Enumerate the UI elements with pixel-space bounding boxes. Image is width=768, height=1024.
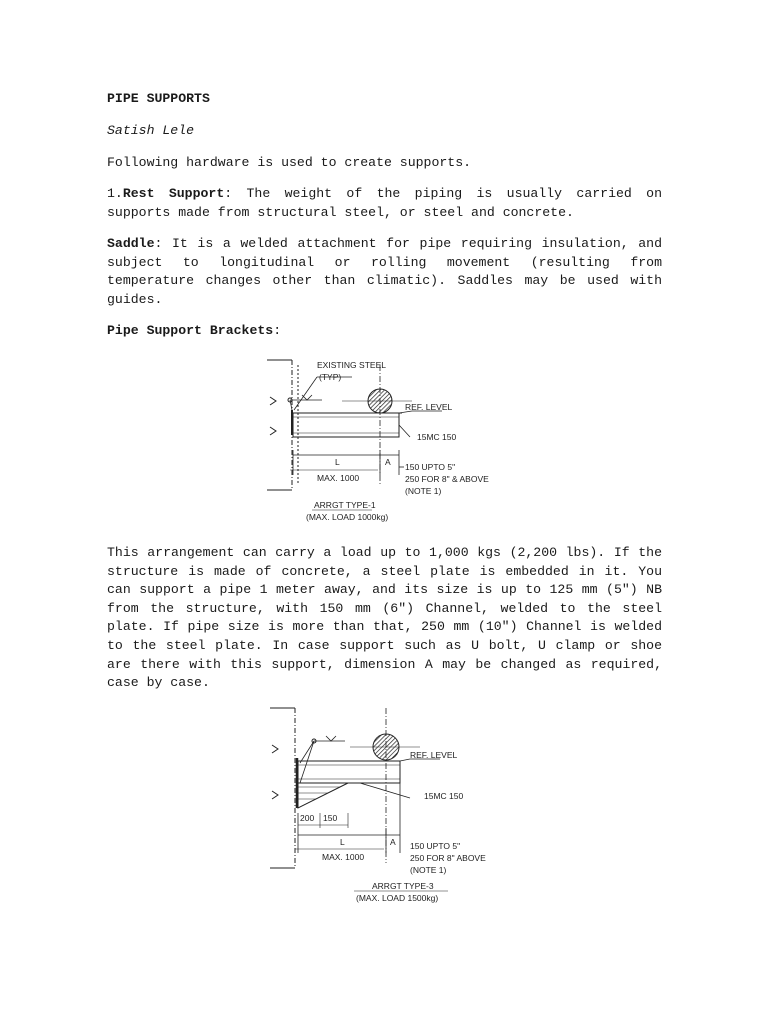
label-note-2: (NOTE 1) [410, 865, 447, 875]
intro-paragraph: Following hardware is used to create supports. [107, 155, 472, 170]
bracket-drawing-type-1 [262, 355, 512, 525]
label-note: (NOTE 1) [405, 486, 442, 496]
rest-support-paragraph [107, 185, 662, 222]
label-dim-a-2: A [390, 837, 396, 847]
label-arrgt: ARRGT TYPE-1 [314, 500, 376, 510]
label-dim-a: A [385, 457, 391, 467]
label-channel-2: 15MC 150 [424, 791, 464, 801]
label-dim-l-2: L [340, 837, 345, 847]
label-size-2: 250 FOR 8" & ABOVE [405, 474, 489, 484]
label-existing-steel: EXISTING STEEL [317, 360, 386, 370]
label-dim-150: 150 [323, 813, 338, 823]
rest-support-text: : The weight of the piping is usually carried on supports made from structural steel, or steel and concrete. [107, 186, 662, 220]
saddle-paragraph [107, 235, 662, 309]
bracket-drawing-type-3 [260, 703, 510, 908]
label-size-1: 150 UPTO 5" [405, 462, 456, 472]
label-arrgt-2: ARRGT TYPE-3 [372, 881, 434, 891]
document-title: PIPE SUPPORTS [107, 91, 210, 106]
label-max: MAX. 1000 [317, 473, 360, 483]
arrangement-paragraph: This arrangement can carry a load up to 1,000 kgs (2,200 lbs). If the structure is made of concrete, a steel plate is embedded in it. You can support a pipe 1 meter away, and its size is up to 125 mm (5") NB from the structure, with 150 mm (6") Channel, welded to the steel plate. If pipe size is more than that, 250 mm (10") Channel is welded to the steel plate. In case support such as U bolt, U clamp or shoe are there with this support, dimension A may be changed as required, case by case. [107, 545, 662, 691]
saddle-text: : It is a welded attachment for pipe requiring insulation, and subject to longitudinal or rolling movement (resulting from temperature changes other than climatic). Saddles may be used with guides. [107, 236, 662, 307]
saddle-term: Saddle [107, 236, 155, 251]
label-ref-level-2: REF. LEVEL [410, 750, 458, 760]
label-size-1-2: 150 UPTO 5" [410, 841, 461, 851]
label-dim-200: 200 [300, 813, 315, 823]
brackets-heading-term: Pipe Support Brackets [107, 323, 274, 338]
label-max-2: MAX. 1000 [322, 852, 365, 862]
brackets-heading [107, 322, 662, 341]
label-channel: 15MC 150 [417, 432, 457, 442]
label-load-2: (MAX. LOAD 1500kg) [356, 893, 439, 903]
label-ref-level: REF. LEVEL [405, 402, 453, 412]
label-load: (MAX. LOAD 1000kg) [306, 512, 389, 522]
label-dim-l: L [335, 457, 340, 467]
rest-support-term: Rest Support [122, 186, 225, 201]
author-name: Satish Lele [107, 123, 195, 138]
rest-support-number: 1. [107, 186, 123, 201]
label-typ: (TYP) [319, 372, 342, 382]
brackets-heading-suffix: : [273, 323, 282, 338]
label-size-2-2: 250 FOR 8" ABOVE [410, 853, 486, 863]
